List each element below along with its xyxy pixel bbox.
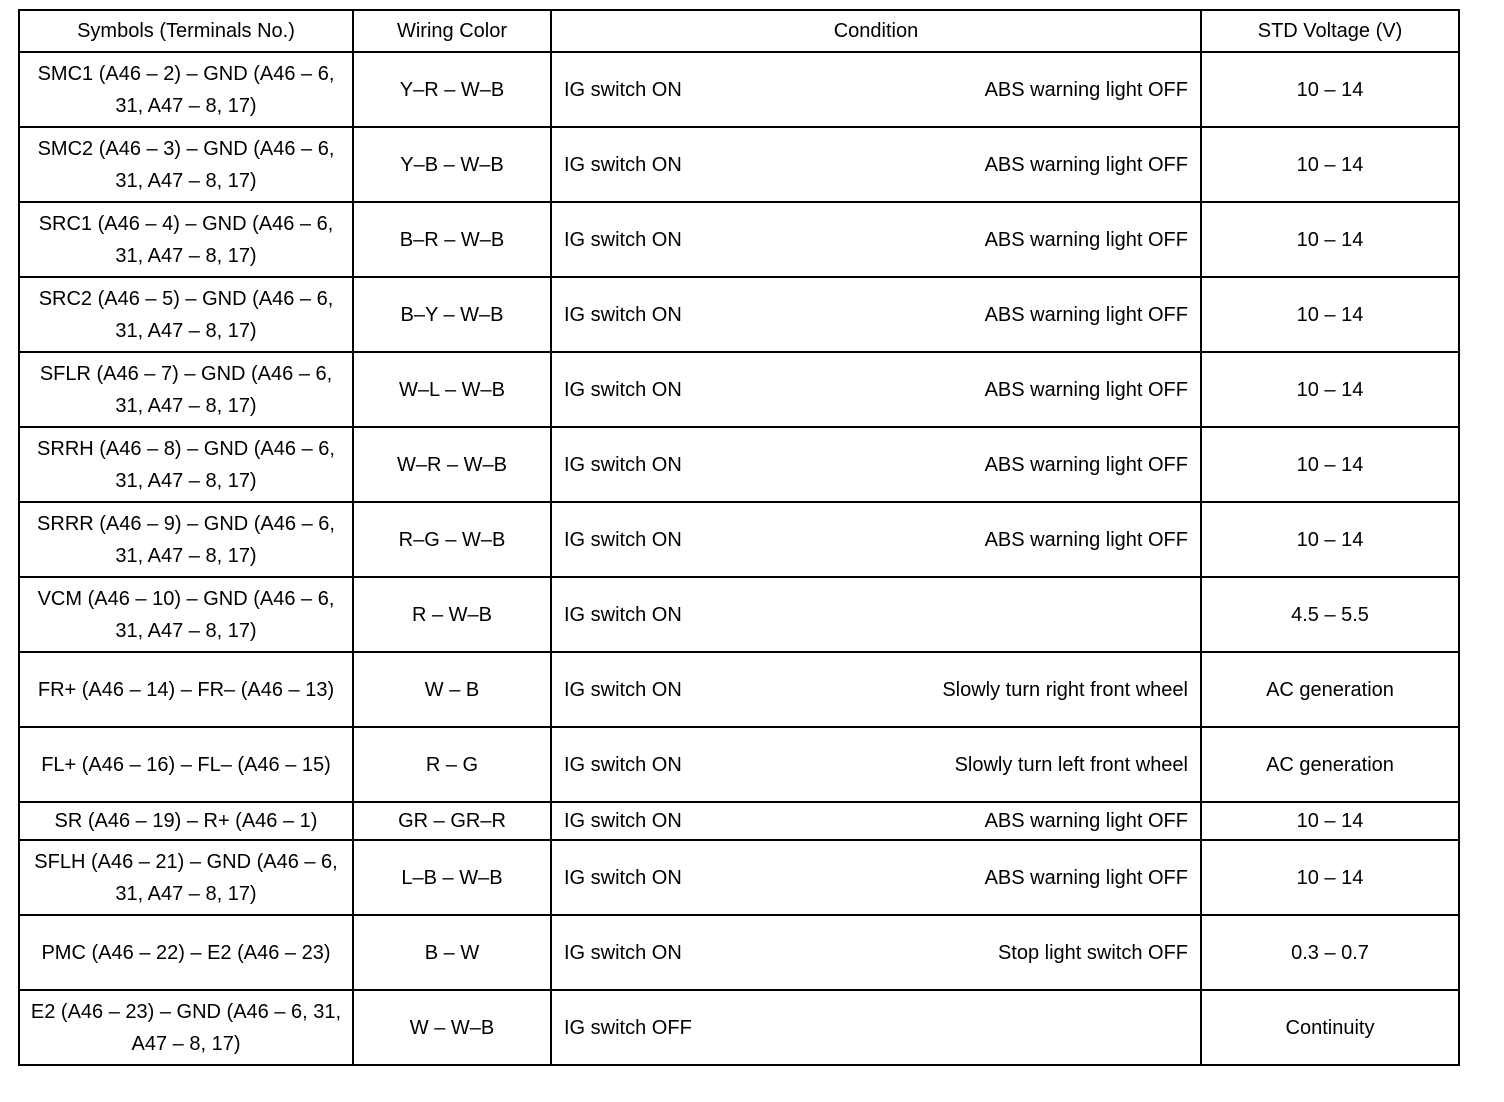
wiring-color-cell: R–G – W–B	[353, 502, 551, 577]
table-body	[19, 52, 1459, 1065]
std-voltage-cell: 10 – 14	[1201, 502, 1459, 577]
condition-secondary: Stop light switch OFF	[997, 941, 1188, 964]
std-voltage-cell: 10 – 14	[1201, 127, 1459, 202]
table-row	[19, 652, 1459, 727]
condition-primary: IG switch ON	[564, 453, 682, 476]
table-row	[19, 427, 1459, 502]
wiring-color-cell: L–B – W–B	[353, 840, 551, 915]
table-row	[19, 990, 1459, 1065]
condition-primary: IG switch ON	[564, 228, 682, 251]
wiring-color-cell: B–R – W–B	[353, 202, 551, 277]
terminal-voltage-table-container	[18, 9, 1458, 1066]
std-voltage-cell: 10 – 14	[1201, 277, 1459, 352]
condition-primary: IG switch ON	[564, 753, 682, 776]
condition-content	[564, 937, 1188, 969]
condition-secondary: ABS warning light OFF	[984, 153, 1188, 176]
condition-secondary: ABS warning light OFF	[984, 453, 1188, 476]
condition-secondary: ABS warning light OFF	[984, 528, 1188, 551]
condition-secondary: Slowly turn right front wheel	[942, 678, 1188, 701]
condition-content	[564, 862, 1188, 894]
symbol-cell: E2 (A46 – 23) – GND (A46 – 6, 31, A47 – 8, 17)	[19, 990, 353, 1065]
table-row	[19, 915, 1459, 990]
condition-cell	[551, 427, 1201, 502]
symbol-cell: SFLH (A46 – 21) – GND (A46 – 6, 31, A47 – 8, 17)	[19, 840, 353, 915]
condition-primary: IG switch ON	[564, 603, 682, 626]
condition-content	[564, 674, 1188, 706]
header-condition: Condition	[551, 10, 1201, 52]
wiring-color-cell: GR – GR–R	[353, 802, 551, 840]
condition-cell	[551, 352, 1201, 427]
table-row	[19, 727, 1459, 802]
table-row	[19, 577, 1459, 652]
condition-content	[564, 449, 1188, 481]
wiring-color-cell: B – W	[353, 915, 551, 990]
condition-cell	[551, 915, 1201, 990]
terminal-voltage-table	[18, 9, 1460, 1066]
condition-primary: IG switch ON	[564, 866, 682, 889]
condition-secondary: Slowly turn left front wheel	[954, 753, 1188, 776]
std-voltage-cell: AC generation	[1201, 727, 1459, 802]
condition-cell	[551, 577, 1201, 652]
condition-primary: IG switch ON	[564, 303, 682, 326]
symbol-cell: SR (A46 – 19) – R+ (A46 – 1)	[19, 802, 353, 840]
wiring-color-cell: W – B	[353, 652, 551, 727]
condition-primary: IG switch ON	[564, 810, 682, 832]
std-voltage-cell: 10 – 14	[1201, 52, 1459, 127]
condition-primary: IG switch ON	[564, 378, 682, 401]
condition-content	[564, 599, 1188, 631]
header-symbols: Symbols (Terminals No.)	[19, 10, 353, 52]
symbol-cell: SRC2 (A46 – 5) – GND (A46 – 6, 31, A47 – 8, 17)	[19, 277, 353, 352]
condition-primary: IG switch ON	[564, 528, 682, 551]
wiring-color-cell: W – W–B	[353, 990, 551, 1065]
wiring-color-cell: B–Y – W–B	[353, 277, 551, 352]
condition-primary: IG switch ON	[564, 678, 682, 701]
header-row	[19, 10, 1459, 52]
table-row	[19, 202, 1459, 277]
symbol-cell: SRRH (A46 – 8) – GND (A46 – 6, 31, A47 – 8, 17)	[19, 427, 353, 502]
condition-primary: IG switch OFF	[564, 1016, 692, 1039]
condition-content	[564, 749, 1188, 781]
condition-cell	[551, 127, 1201, 202]
symbol-cell: SRRR (A46 – 9) – GND (A46 – 6, 31, A47 – 8, 17)	[19, 502, 353, 577]
table-row	[19, 127, 1459, 202]
wiring-color-cell: W–L – W–B	[353, 352, 551, 427]
condition-cell	[551, 652, 1201, 727]
std-voltage-cell: 4.5 – 5.5	[1201, 577, 1459, 652]
condition-primary: IG switch ON	[564, 941, 682, 964]
table-row	[19, 502, 1459, 577]
condition-cell	[551, 802, 1201, 840]
wiring-color-cell: Y–B – W–B	[353, 127, 551, 202]
symbol-cell: SRC1 (A46 – 4) – GND (A46 – 6, 31, A47 – 8, 17)	[19, 202, 353, 277]
condition-cell	[551, 52, 1201, 127]
condition-primary: IG switch ON	[564, 78, 682, 101]
wiring-color-cell: R – W–B	[353, 577, 551, 652]
condition-cell	[551, 990, 1201, 1065]
symbol-cell: FR+ (A46 – 14) – FR– (A46 – 13)	[19, 652, 353, 727]
std-voltage-cell: 10 – 14	[1201, 352, 1459, 427]
condition-primary: IG switch ON	[564, 153, 682, 176]
std-voltage-cell: 10 – 14	[1201, 802, 1459, 840]
std-voltage-cell: AC generation	[1201, 652, 1459, 727]
table-row	[19, 52, 1459, 127]
table-row	[19, 802, 1459, 840]
std-voltage-cell: 0.3 – 0.7	[1201, 915, 1459, 990]
table-row	[19, 277, 1459, 352]
condition-secondary: ABS warning light OFF	[984, 303, 1188, 326]
table-row	[19, 352, 1459, 427]
condition-secondary: ABS warning light OFF	[984, 228, 1188, 251]
condition-content	[564, 299, 1188, 331]
condition-content	[564, 149, 1188, 181]
condition-cell	[551, 202, 1201, 277]
condition-content	[564, 1012, 1188, 1044]
condition-content	[564, 224, 1188, 256]
condition-secondary: ABS warning light OFF	[984, 378, 1188, 401]
symbol-cell: SMC1 (A46 – 2) – GND (A46 – 6, 31, A47 – 8, 17)	[19, 52, 353, 127]
condition-secondary: ABS warning light OFF	[984, 810, 1188, 832]
condition-content	[564, 805, 1188, 837]
header-std-voltage: STD Voltage (V)	[1201, 10, 1459, 52]
symbol-cell: SFLR (A46 – 7) – GND (A46 – 6, 31, A47 – 8, 17)	[19, 352, 353, 427]
table-row	[19, 840, 1459, 915]
condition-cell	[551, 727, 1201, 802]
wiring-color-cell: Y–R – W–B	[353, 52, 551, 127]
symbol-cell: FL+ (A46 – 16) – FL– (A46 – 15)	[19, 727, 353, 802]
std-voltage-cell: 10 – 14	[1201, 427, 1459, 502]
condition-secondary: ABS warning light OFF	[984, 866, 1188, 889]
header-wiring-color: Wiring Color	[353, 10, 551, 52]
std-voltage-cell: 10 – 14	[1201, 840, 1459, 915]
condition-content	[564, 374, 1188, 406]
condition-cell	[551, 277, 1201, 352]
symbol-cell: PMC (A46 – 22) – E2 (A46 – 23)	[19, 915, 353, 990]
std-voltage-cell: Continuity	[1201, 990, 1459, 1065]
symbol-cell: SMC2 (A46 – 3) – GND (A46 – 6, 31, A47 – 8, 17)	[19, 127, 353, 202]
condition-cell	[551, 840, 1201, 915]
symbol-cell: VCM (A46 – 10) – GND (A46 – 6, 31, A47 – 8, 17)	[19, 577, 353, 652]
condition-cell	[551, 502, 1201, 577]
condition-secondary: ABS warning light OFF	[984, 78, 1188, 101]
condition-content	[564, 524, 1188, 556]
std-voltage-cell: 10 – 14	[1201, 202, 1459, 277]
wiring-color-cell: R – G	[353, 727, 551, 802]
condition-content	[564, 74, 1188, 106]
wiring-color-cell: W–R – W–B	[353, 427, 551, 502]
